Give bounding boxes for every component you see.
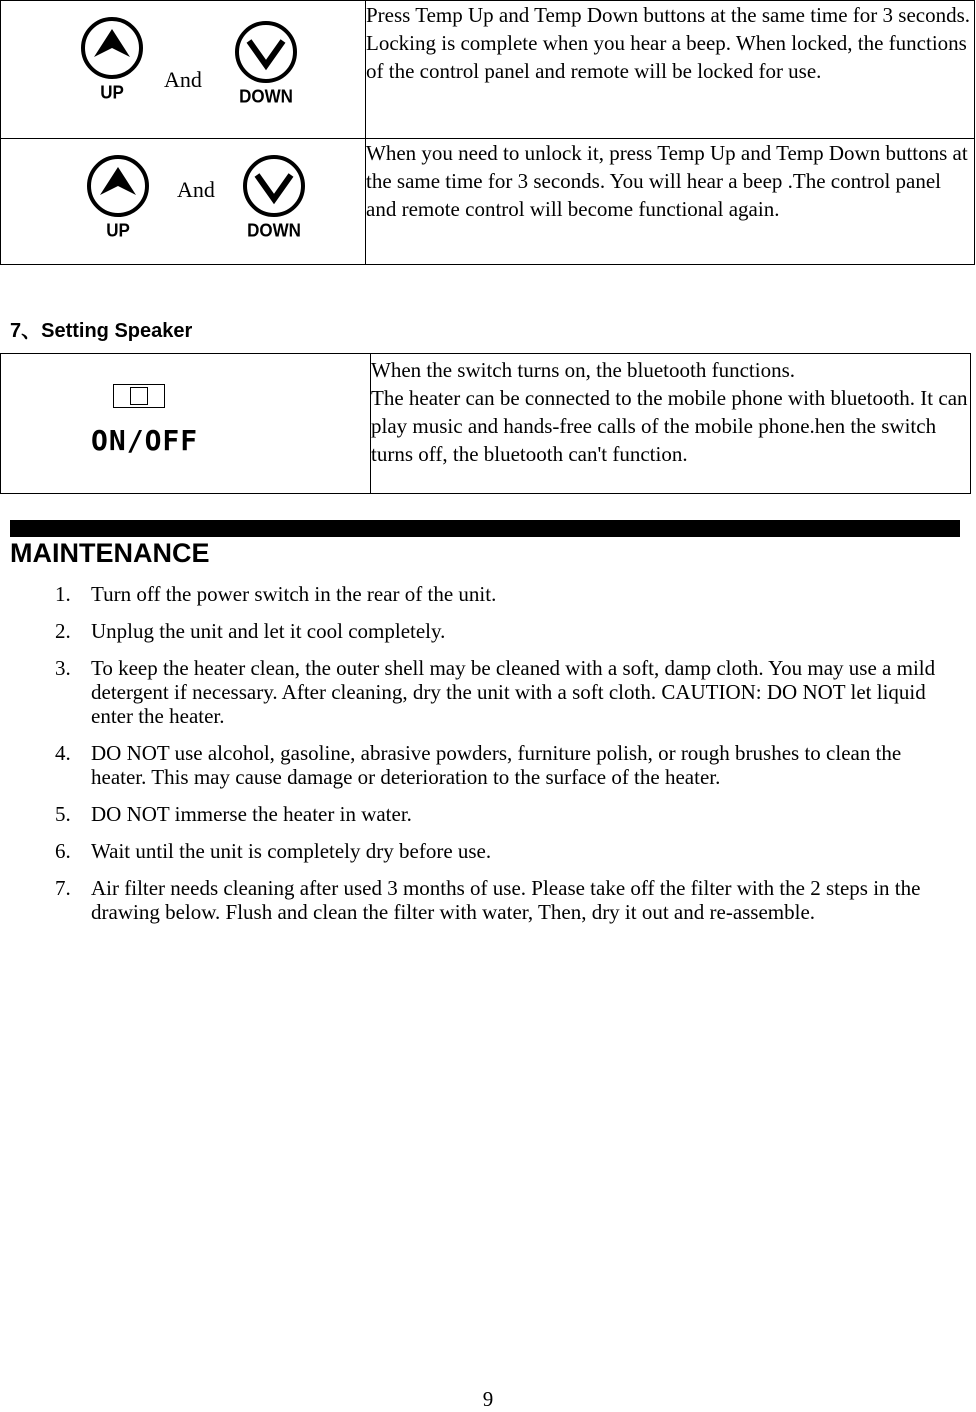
unlock-description: When you need to unlock it, press Temp Up and Temp Down buttons at the same time for 3 seconds. You will hear a beep .The control panel and remote control will become functional again.	[366, 139, 975, 265]
speaker-section-heading: 7、Setting Speaker	[10, 320, 193, 342]
item-number: 2.	[55, 619, 71, 643]
unlock-row	[1, 139, 975, 265]
item-text: Air filter needs cleaning after used 3 months of use. Please take off the filter with the 2 steps in the drawing below. Flush and clean the filter with water, Then, dry it out and re-assemble.	[91, 876, 921, 924]
list-item	[0, 582, 976, 606]
down-label: DOWN	[247, 220, 301, 241]
list-item	[0, 619, 976, 643]
page-number: 9	[482, 1387, 494, 1411]
item-text: Turn off the power switch in the rear of the unit.	[91, 582, 497, 606]
down-button-graphic	[241, 153, 307, 241]
down-arrow-circle-icon	[233, 19, 299, 85]
down-arrow-circle-icon	[241, 153, 307, 219]
item-number: 4.	[55, 741, 71, 765]
and-label: And	[164, 67, 202, 92]
switch-body	[113, 384, 165, 408]
list-item	[0, 656, 976, 728]
item-text: Wait until the unit is completely dry before use.	[91, 839, 492, 863]
list-item	[0, 802, 976, 826]
list-item	[0, 839, 976, 863]
item-number: 5.	[55, 802, 71, 826]
down-label: DOWN	[239, 86, 293, 107]
lock-row	[1, 1, 975, 139]
item-number: 7.	[55, 876, 71, 900]
item-number: 3.	[55, 656, 71, 680]
item-text: DO NOT use alcohol, gasoline, abrasive powders, furniture polish, or rough brushes to clean the heater. This may cause damage or deterioration to the surface of the heater.	[91, 741, 902, 789]
up-label: UP	[106, 220, 130, 241]
up-arrow-circle-icon	[79, 15, 145, 81]
lock-icon-cell	[1, 1, 366, 139]
up-button-graphic	[79, 15, 145, 103]
speaker-description: When the switch turns on, the bluetooth functions. The heater can be connected to the mobile phone with bluetooth. It can play music and hands-free calls of the mobile phone.hen the switch turns off, the bluetooth can't function.	[371, 354, 971, 494]
item-number: 1.	[55, 582, 71, 606]
lock-table	[0, 0, 975, 265]
item-text: DO NOT immerse the heater in water.	[91, 802, 412, 826]
on-off-label: ON/OFF	[91, 424, 199, 457]
lock-description: Press Temp Up and Temp Down buttons at the same time for 3 seconds. Locking is complete when you hear a beep. When locked, the functions of the control panel and remote will be locked for use.	[366, 1, 975, 139]
up-label: UP	[100, 82, 124, 103]
speaker-icon-cell	[1, 354, 371, 494]
item-number: 6.	[55, 839, 71, 863]
up-button-graphic	[85, 153, 151, 241]
switch-knob	[130, 387, 148, 405]
speaker-table	[0, 353, 971, 494]
section-divider-bar	[10, 520, 960, 537]
maintenance-list	[0, 582, 976, 924]
list-item	[0, 876, 976, 924]
speaker-row	[1, 354, 971, 494]
down-button-graphic	[233, 19, 299, 107]
maintenance-title: MAINTENANCE	[10, 538, 210, 568]
up-arrow-circle-icon	[85, 153, 151, 219]
list-item	[0, 741, 976, 789]
item-text: To keep the heater clean, the outer shell may be cleaned with a soft, damp cloth. You may use a mild detergent if necessary. After cleaning, dry the unit with a soft cloth. CAUTION: DO NOT let liquid enter the heater.	[91, 656, 936, 728]
and-label: And	[177, 177, 215, 202]
item-text: Unplug the unit and let it cool completely.	[91, 619, 446, 643]
unlock-icon-cell	[1, 139, 366, 265]
